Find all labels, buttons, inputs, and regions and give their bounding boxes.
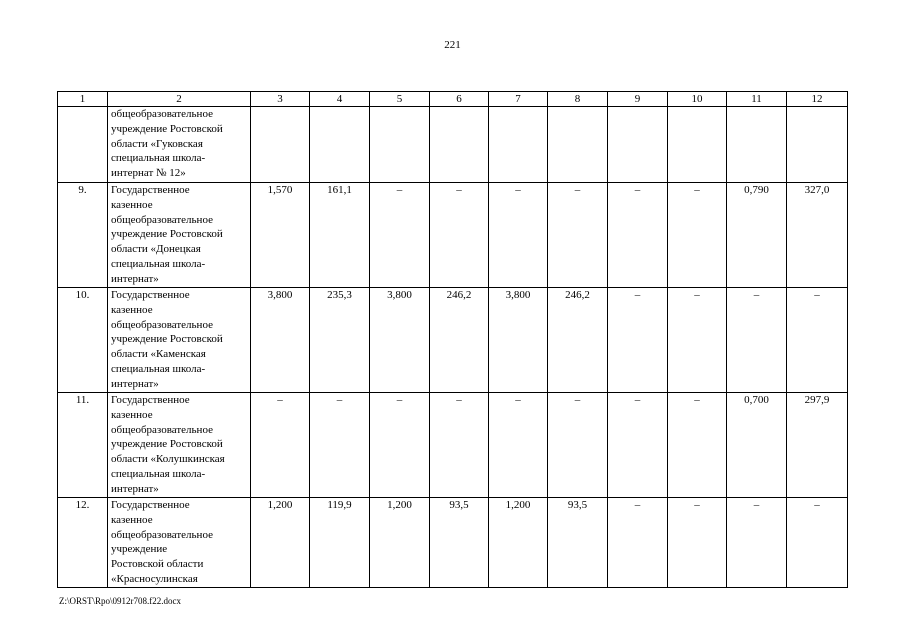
row-number: 10. bbox=[58, 288, 108, 393]
row-number: 11. bbox=[58, 393, 108, 498]
table-cell: – bbox=[608, 393, 668, 498]
column-header: 7 bbox=[489, 92, 548, 107]
table-cell: – bbox=[251, 393, 310, 498]
table-cell: 3,800 bbox=[251, 288, 310, 393]
column-header: 6 bbox=[430, 92, 489, 107]
table-cell: – bbox=[608, 288, 668, 393]
column-header: 1 bbox=[58, 92, 108, 107]
table-cell: 1,200 bbox=[489, 498, 548, 588]
column-header: 12 bbox=[787, 92, 848, 107]
table-cell: – bbox=[608, 498, 668, 588]
table-row bbox=[58, 393, 848, 498]
column-header: 10 bbox=[668, 92, 727, 107]
table-cell bbox=[430, 107, 489, 183]
table-cell: 3,800 bbox=[370, 288, 430, 393]
row-number: 12. bbox=[58, 498, 108, 588]
table-cell: – bbox=[668, 393, 727, 498]
table-cell: – bbox=[608, 183, 668, 288]
table-cell: – bbox=[727, 288, 787, 393]
header-row bbox=[58, 92, 848, 107]
table-cell: 1,200 bbox=[251, 498, 310, 588]
table-cell: – bbox=[489, 183, 548, 288]
table-cell: 119,9 bbox=[310, 498, 370, 588]
table-cell: – bbox=[430, 393, 489, 498]
table-cell: 1,570 bbox=[251, 183, 310, 288]
table-cell: 0,790 bbox=[727, 183, 787, 288]
table-cell: 161,1 bbox=[310, 183, 370, 288]
table-row bbox=[58, 288, 848, 393]
table-cell bbox=[251, 107, 310, 183]
file-path-footer: Z:\ORST\Rpo\0912r708.f22.docx bbox=[59, 596, 181, 606]
table-cell bbox=[608, 107, 668, 183]
table-cell: 297,9 bbox=[787, 393, 848, 498]
column-header: 3 bbox=[251, 92, 310, 107]
table-cell: – bbox=[548, 393, 608, 498]
table-cell bbox=[668, 107, 727, 183]
table-cell: 327,0 bbox=[787, 183, 848, 288]
table-cell bbox=[310, 107, 370, 183]
table-row bbox=[58, 107, 848, 183]
table-cell: – bbox=[787, 288, 848, 393]
column-header: 9 bbox=[608, 92, 668, 107]
column-header: 11 bbox=[727, 92, 787, 107]
table-cell: – bbox=[727, 498, 787, 588]
institution-name: Государственное казенное общеобразовательное учреждение Ростовской области «Колушкинская специальная школа- интернат» bbox=[108, 393, 251, 498]
table-cell: – bbox=[668, 183, 727, 288]
column-header: 5 bbox=[370, 92, 430, 107]
table-cell: 246,2 bbox=[430, 288, 489, 393]
page-number: 221 bbox=[444, 39, 461, 51]
table-cell: – bbox=[668, 498, 727, 588]
table-cell: 1,200 bbox=[370, 498, 430, 588]
institution-name: Государственное казенное общеобразовательное учреждение Ростовской области «Донецкая специальная школа- интернат» bbox=[108, 183, 251, 288]
table-cell: – bbox=[489, 393, 548, 498]
table-cell bbox=[787, 107, 848, 183]
data-table bbox=[57, 91, 848, 588]
table-cell: – bbox=[310, 393, 370, 498]
table-cell: – bbox=[430, 183, 489, 288]
table-cell bbox=[370, 107, 430, 183]
table-cell: 3,800 bbox=[489, 288, 548, 393]
table-cell: – bbox=[787, 498, 848, 588]
column-header: 4 bbox=[310, 92, 370, 107]
table-cell: 93,5 bbox=[548, 498, 608, 588]
table-cell: – bbox=[668, 288, 727, 393]
table-cell: – bbox=[370, 183, 430, 288]
table-cell bbox=[548, 107, 608, 183]
institution-name: Государственное казенное общеобразовательное учреждение Ростовской области «Красносулинская bbox=[108, 498, 251, 588]
row-number: 9. bbox=[58, 183, 108, 288]
table-cell bbox=[727, 107, 787, 183]
table-cell: 0,700 bbox=[727, 393, 787, 498]
table-row bbox=[58, 498, 848, 588]
table-cell: 235,3 bbox=[310, 288, 370, 393]
table-cell: – bbox=[548, 183, 608, 288]
table-row bbox=[58, 183, 848, 288]
table-cell bbox=[489, 107, 548, 183]
table-cell: 246,2 bbox=[548, 288, 608, 393]
column-header: 8 bbox=[548, 92, 608, 107]
institution-name: общеобразовательное учреждение Ростовской области «Гуковская специальная школа- интернат № 12» bbox=[108, 107, 251, 183]
table-cell: 93,5 bbox=[430, 498, 489, 588]
table-cell: – bbox=[370, 393, 430, 498]
row-number bbox=[58, 107, 108, 183]
column-header: 2 bbox=[108, 92, 251, 107]
institution-name: Государственное казенное общеобразовательное учреждение Ростовской области «Каменская специальная школа- интернат» bbox=[108, 288, 251, 393]
